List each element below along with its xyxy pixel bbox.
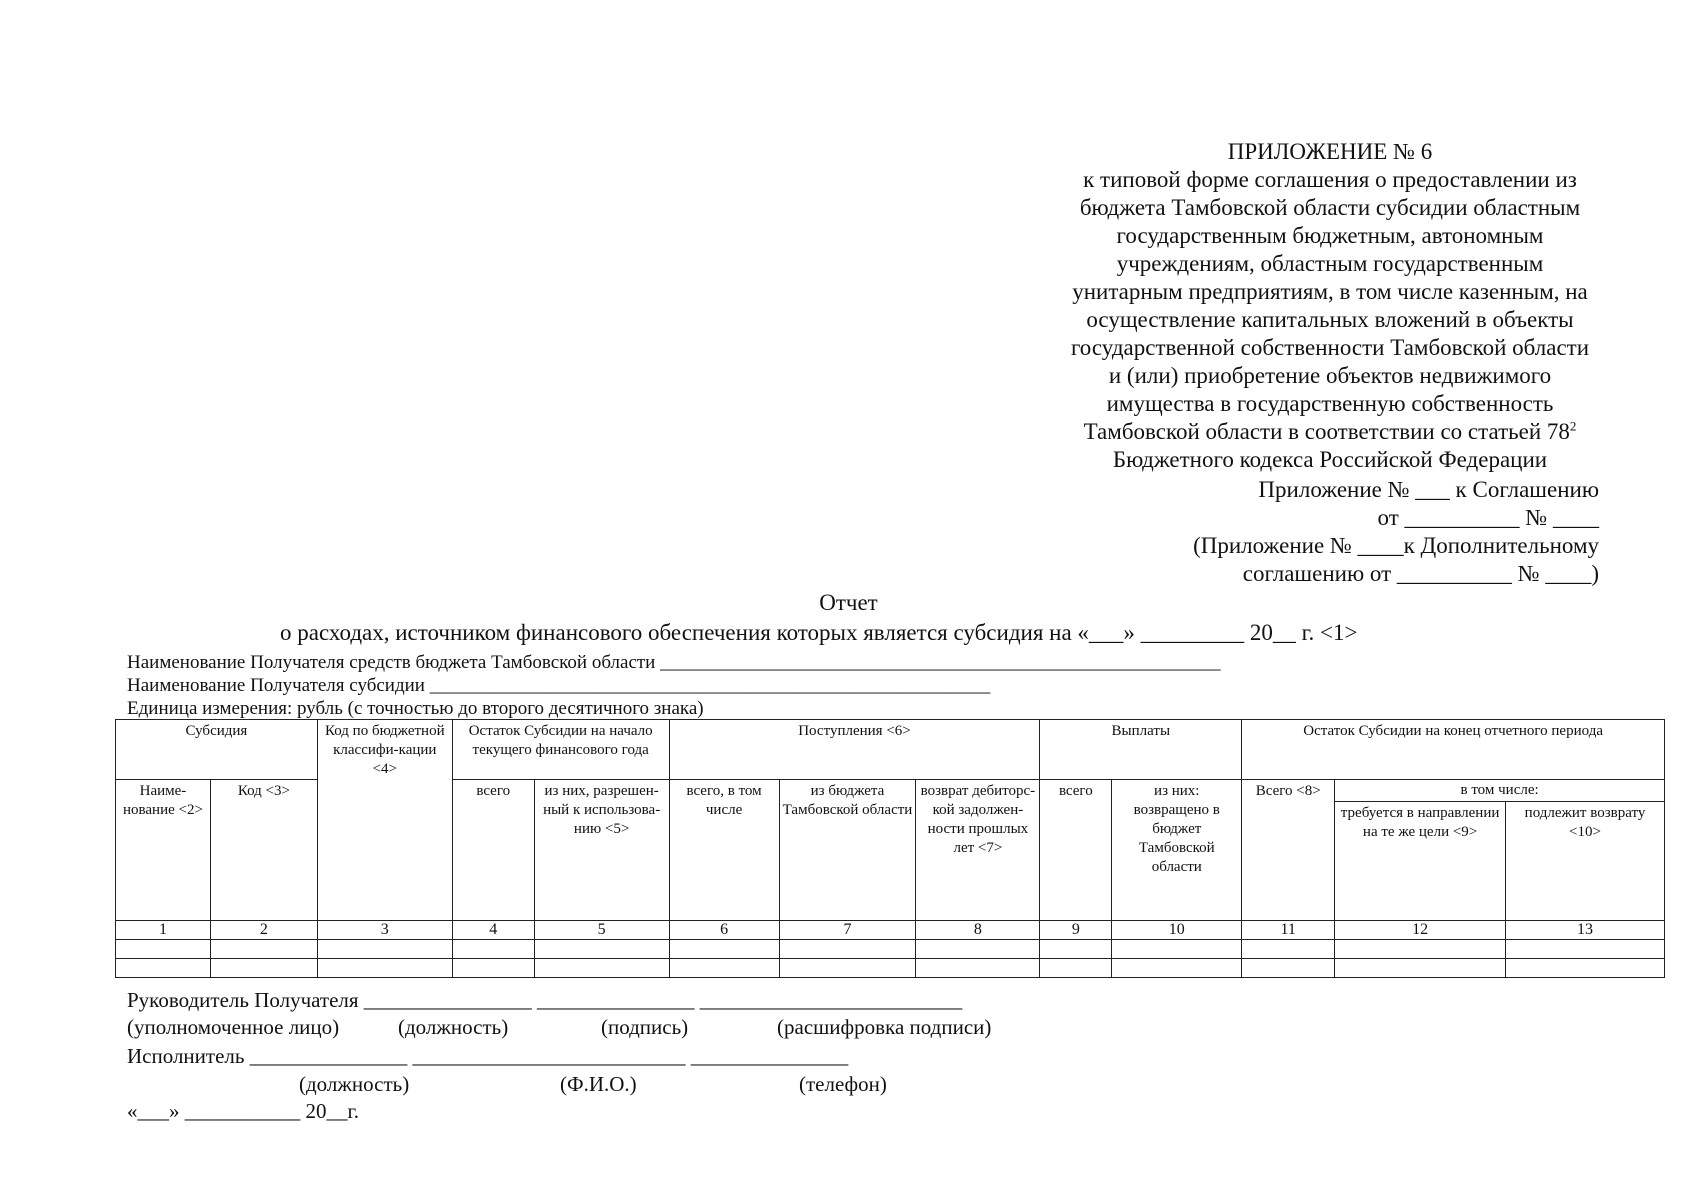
col-opening-allowed: из них, разрешен-ный к использова-нию <5> [534, 780, 669, 921]
unit-of-measure: Единица измерения: рубль (с точностью до второго десятичного знака) [127, 698, 704, 719]
executor-signature-line: Исполнитель _______________ __________________________ _______________ [127, 1044, 849, 1068]
report-subtitle: о расходах, источником финансового обеспечения которых является субсидия на «___» _________ 20__ г. <1> [280, 620, 1358, 645]
group-including: в том числе: [1335, 780, 1665, 802]
header-line: бюджета Тамбовской области субсидии областным [1079, 195, 1581, 220]
column-number: 9 [1040, 921, 1112, 940]
recipient-budget-field: Наименование Получателя средств бюджета Тамбовской области ___________________________________________________________ [127, 652, 1221, 673]
agreement-references [1193, 476, 1599, 588]
column-number: 11 [1242, 921, 1335, 940]
head-signature-line: Руководитель Получателя ________________ _______________ _________________________ [127, 988, 963, 1012]
column-number: 4 [452, 921, 534, 940]
col-payments-total: всего [1040, 780, 1112, 921]
column-number: 6 [669, 921, 779, 940]
header-article-line [1000, 418, 1660, 446]
col-budget-code: Код по бюджетной классифи-кации <4> [317, 720, 452, 921]
column-number: 3 [317, 921, 452, 940]
article-text: Тамбовской области в соответствии со статьей 78 [1083, 419, 1570, 444]
column-number: 12 [1335, 921, 1506, 940]
agreement-ref-line: (Приложение № ____к Дополнительному [1193, 533, 1599, 558]
col-closing-same-purpose: требуется в направлении на те же цели <9> [1335, 802, 1506, 921]
column-number: 8 [916, 921, 1040, 940]
header-line: государственным бюджетным, автономным [1116, 223, 1544, 248]
appendix-header [1000, 138, 1660, 474]
column-number: 1 [116, 921, 211, 940]
column-number: 7 [779, 921, 916, 940]
agreement-ref-line: соглашению от __________ № ____) [1242, 561, 1599, 586]
column-number: 2 [210, 921, 317, 940]
table-row [116, 940, 1665, 959]
article-superscript: 2 [1569, 418, 1577, 434]
group-closing-balance: Остаток Субсидии на конец отчетного периода [1242, 720, 1665, 780]
executor-phone-caption: (телефон) [799, 1072, 887, 1096]
col-receipts-regional: из бюджета Тамбовской области [779, 780, 916, 921]
header-line: имущества в государственную собственность [1106, 391, 1554, 416]
table-row [116, 959, 1665, 978]
header-line: Бюджетного кодекса Российской Федерации [1112, 447, 1548, 472]
col-closing-to-return: подлежит возврату <10> [1506, 802, 1665, 921]
header-line: государственной собственности Тамбовской области [1070, 335, 1590, 360]
executor-fio-caption: (Ф.И.О.) [560, 1072, 637, 1096]
col-receipts-debt-return: возврат дебиторс-кой задолжен-ности прошлых лет <7> [916, 780, 1040, 921]
executor-position-caption: (должность) [299, 1072, 410, 1096]
group-opening-balance: Остаток Субсидии на начало текущего финансового года [452, 720, 669, 780]
header-line: и (или) приобретение объектов недвижимого [1108, 363, 1552, 388]
table-header-row [116, 720, 1665, 780]
header-line: к типовой форме соглашения о предоставлении из [1083, 167, 1577, 192]
col-code: Код <3> [210, 780, 317, 921]
header-line: осуществление капитальных вложений в объекты [1086, 307, 1574, 332]
header-line: учреждениям, областным государственным [1116, 251, 1544, 276]
agreement-ref-line: от __________ № ____ [1377, 505, 1599, 530]
recipient-subsidy-field: Наименование Получателя субсидии ___________________________________________________________ [127, 675, 991, 696]
header-line: унитарным предприятиям, в том числе казенным, на [1072, 279, 1588, 304]
group-subsidy: Субсидия [116, 720, 318, 780]
head-subtitle: (уполномоченное лицо) [127, 1015, 340, 1039]
col-opening-total: всего [452, 780, 534, 921]
report-title: Отчет [819, 590, 878, 615]
report-table [115, 719, 1665, 978]
signature-caption: (подпись) [601, 1015, 689, 1039]
group-payments: Выплаты [1040, 720, 1242, 780]
col-receipts-total: всего, в том числе [669, 780, 779, 921]
date-line: «___» ___________ 20__г. [127, 1099, 359, 1123]
agreement-ref-line: Приложение № ___ к Соглашению [1258, 477, 1599, 502]
column-number: 10 [1112, 921, 1242, 940]
position-caption: (должность) [398, 1015, 509, 1039]
appendix-title: ПРИЛОЖЕНИЕ № 6 [1227, 139, 1433, 164]
col-payments-returned: из них: возвращено в бюджет Тамбовской области [1112, 780, 1242, 921]
group-receipts: Поступления <6> [669, 720, 1040, 780]
column-number: 5 [534, 921, 669, 940]
decoding-caption: (расшифровка подписи) [777, 1015, 992, 1039]
column-number: 13 [1506, 921, 1665, 940]
column-numbers-row [116, 921, 1665, 940]
col-closing-total: Всего <8> [1242, 780, 1335, 921]
col-name: Наиме-нование <2> [116, 780, 211, 921]
